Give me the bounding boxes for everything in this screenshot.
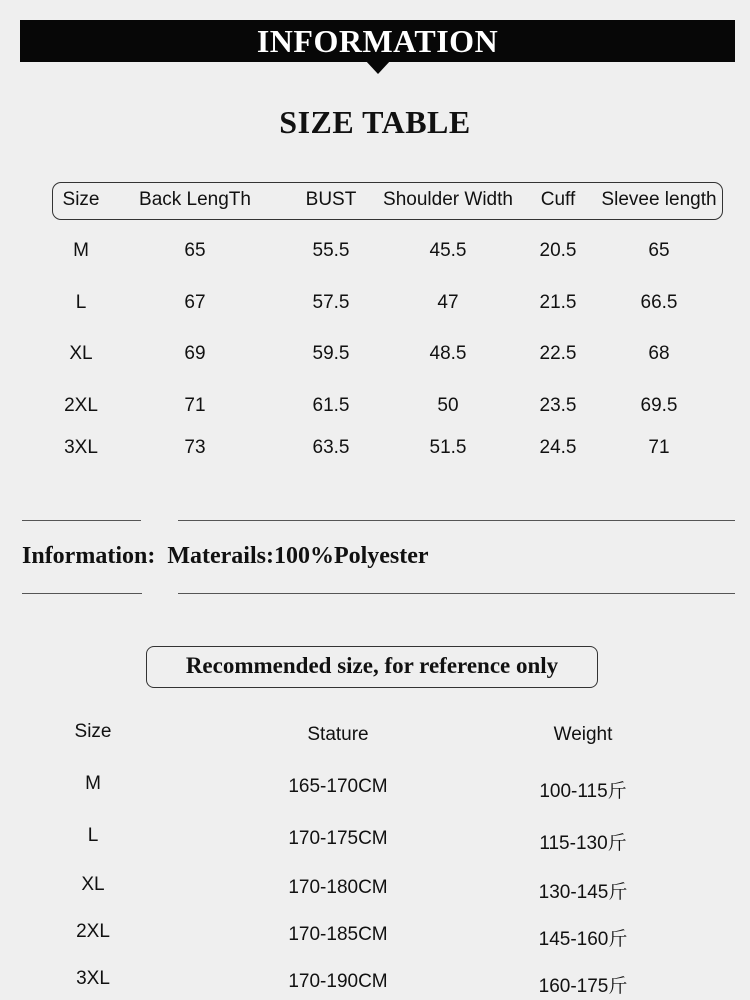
size-table-cell: 67 [184,292,206,313]
divider-right-bottom [178,593,735,594]
size-table-cell: 57.5 [312,292,350,313]
size-table-cell: 23.5 [539,395,577,416]
size-table-header-cell: Slevee length [601,189,717,210]
size-table-cell: 24.5 [539,437,577,458]
recommended-row-size: XL [81,874,105,895]
divider-right-top [178,520,735,521]
size-table-cell: 61.5 [312,395,350,416]
recommended-row-size: 3XL [76,968,110,989]
size-table-cell: 59.5 [312,343,350,364]
recommended-cell: 160-175斤 [538,976,628,997]
size-table-cell: 66.5 [640,292,678,313]
size-table-header-cell: Shoulder Width [383,189,513,210]
recommended-cell: 170-175CM [288,828,388,849]
recommended-size-title: Recommended size, for reference only [146,646,598,688]
size-table-cell: 73 [184,437,206,458]
size-table-cell: 22.5 [539,343,577,364]
size-table-cell: 65 [648,240,670,261]
size-table-cell: 45.5 [429,240,467,261]
size-table-title: SIZE TABLE [279,104,471,140]
recommended-cell: 170-190CM [288,971,388,992]
information-banner [20,20,735,62]
recommended-cell: 165-170CM [288,776,388,797]
size-table-cell: 63.5 [312,437,350,458]
information-label: Information: [22,543,156,569]
recommended-row-size: M [85,773,101,794]
size-table-row-size: L [75,292,87,313]
size-table-cell: 69.5 [640,395,678,416]
size-table-cell: 47 [437,292,459,313]
information-line [22,543,429,570]
recommended-header-cell: Size [74,721,112,742]
size-table-row-size: XL [69,343,93,364]
recommended-row-size: L [87,825,99,846]
size-table-cell: 51.5 [429,437,467,458]
size-table-header-cell: Cuff [540,189,576,210]
size-table-header-cell: Back LengTh [139,189,251,210]
size-table-cell: 69 [184,343,206,364]
size-table-cell: 65 [184,240,206,261]
size-table-header-cell: BUST [305,189,357,210]
size-table-cell: 55.5 [312,240,350,261]
size-table-cell: 50 [437,395,459,416]
size-table-header-cell: Size [62,189,100,210]
size-table-cell: 21.5 [539,292,577,313]
size-table-row-size: 3XL [64,437,98,458]
recommended-cell: 145-160斤 [538,929,628,950]
size-table-row-size: 2XL [64,395,98,416]
recommended-cell: 170-180CM [288,877,388,898]
banner-pointer [365,60,391,74]
size-table-cell: 20.5 [539,240,577,261]
size-table-cell: 48.5 [429,343,467,364]
size-table-cell: 71 [648,437,670,458]
divider-left-bottom [22,593,142,594]
size-table-row-size: M [73,240,89,261]
recommended-cell: 100-115斤 [539,781,627,802]
recommended-cell: 115-130斤 [539,833,627,854]
recommended-header-cell: Weight [553,724,613,745]
recommended-cell: 170-185CM [288,924,388,945]
size-table-cell: 71 [184,395,206,416]
materials-value: Materails:100%Polyester [167,543,429,569]
size-table-cell: 68 [648,343,670,364]
recommended-header-cell: Stature [307,724,369,745]
banner-title: INFORMATION [256,23,499,59]
divider-left-top [22,520,141,521]
recommended-cell: 130-145斤 [538,882,628,903]
recommended-row-size: 2XL [76,921,110,942]
